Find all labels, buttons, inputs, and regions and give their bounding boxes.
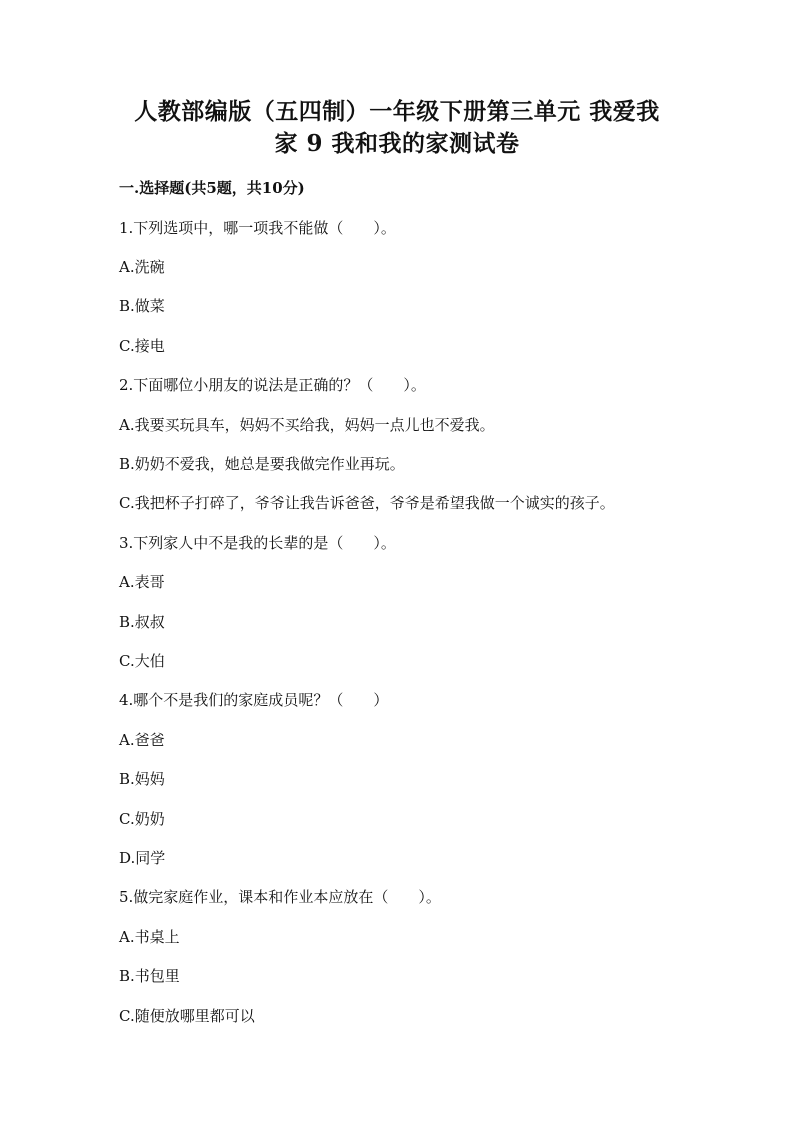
question-1: 1.下列选项中，哪一项我不能做（ ）。 [119, 219, 396, 237]
page-title [110, 96, 684, 160]
title-line-1: 人教部编版（五四制）一年级下册第三单元 我爱我 [134, 98, 660, 125]
section-heading: 一.选择题(共5题，共10分) [119, 179, 305, 197]
question-1-option-b: B.做菜 [119, 297, 165, 315]
question-5-option-a: A.书桌上 [119, 928, 180, 946]
question-3-option-a: A.表哥 [119, 573, 165, 591]
question-4-option-c: C.奶奶 [119, 810, 165, 828]
question-5: 5.做完家庭作业，课本和作业本应放在（ ）。 [119, 888, 441, 906]
question-5-option-c: C.随便放哪里都可以 [119, 1007, 255, 1025]
question-3-option-b: B.叔叔 [119, 613, 165, 631]
question-2-option-b: B.奶奶不爱我，她总是要我做完作业再玩。 [119, 455, 405, 473]
question-4: 4.哪个不是我们的家庭成员呢？（ ） [119, 691, 389, 709]
question-3: 3.下列家人中不是我的长辈的是（ ）。 [119, 534, 396, 552]
question-2-option-a: A.我要买玩具车，妈妈不买给我，妈妈一点儿也不爱我。 [119, 416, 495, 434]
title-line-2: 家 9 我和我的家测试卷 [274, 130, 520, 157]
question-4-option-b: B.妈妈 [119, 770, 165, 788]
question-4-option-a: A.爸爸 [119, 731, 165, 749]
question-4-option-d: D.同学 [119, 849, 166, 867]
question-1-option-a: A.洗碗 [119, 258, 165, 276]
question-1-option-c: C.接电 [119, 337, 165, 355]
question-2: 2.下面哪位小朋友的说法是正确的？（ ）。 [119, 376, 426, 394]
question-2-option-c: C.我把杯子打碎了，爷爷让我告诉爸爸，爷爷是希望我做一个诚实的孩子。 [119, 494, 615, 512]
question-3-option-c: C.大伯 [119, 652, 165, 670]
question-5-option-b: B.书包里 [119, 967, 180, 985]
